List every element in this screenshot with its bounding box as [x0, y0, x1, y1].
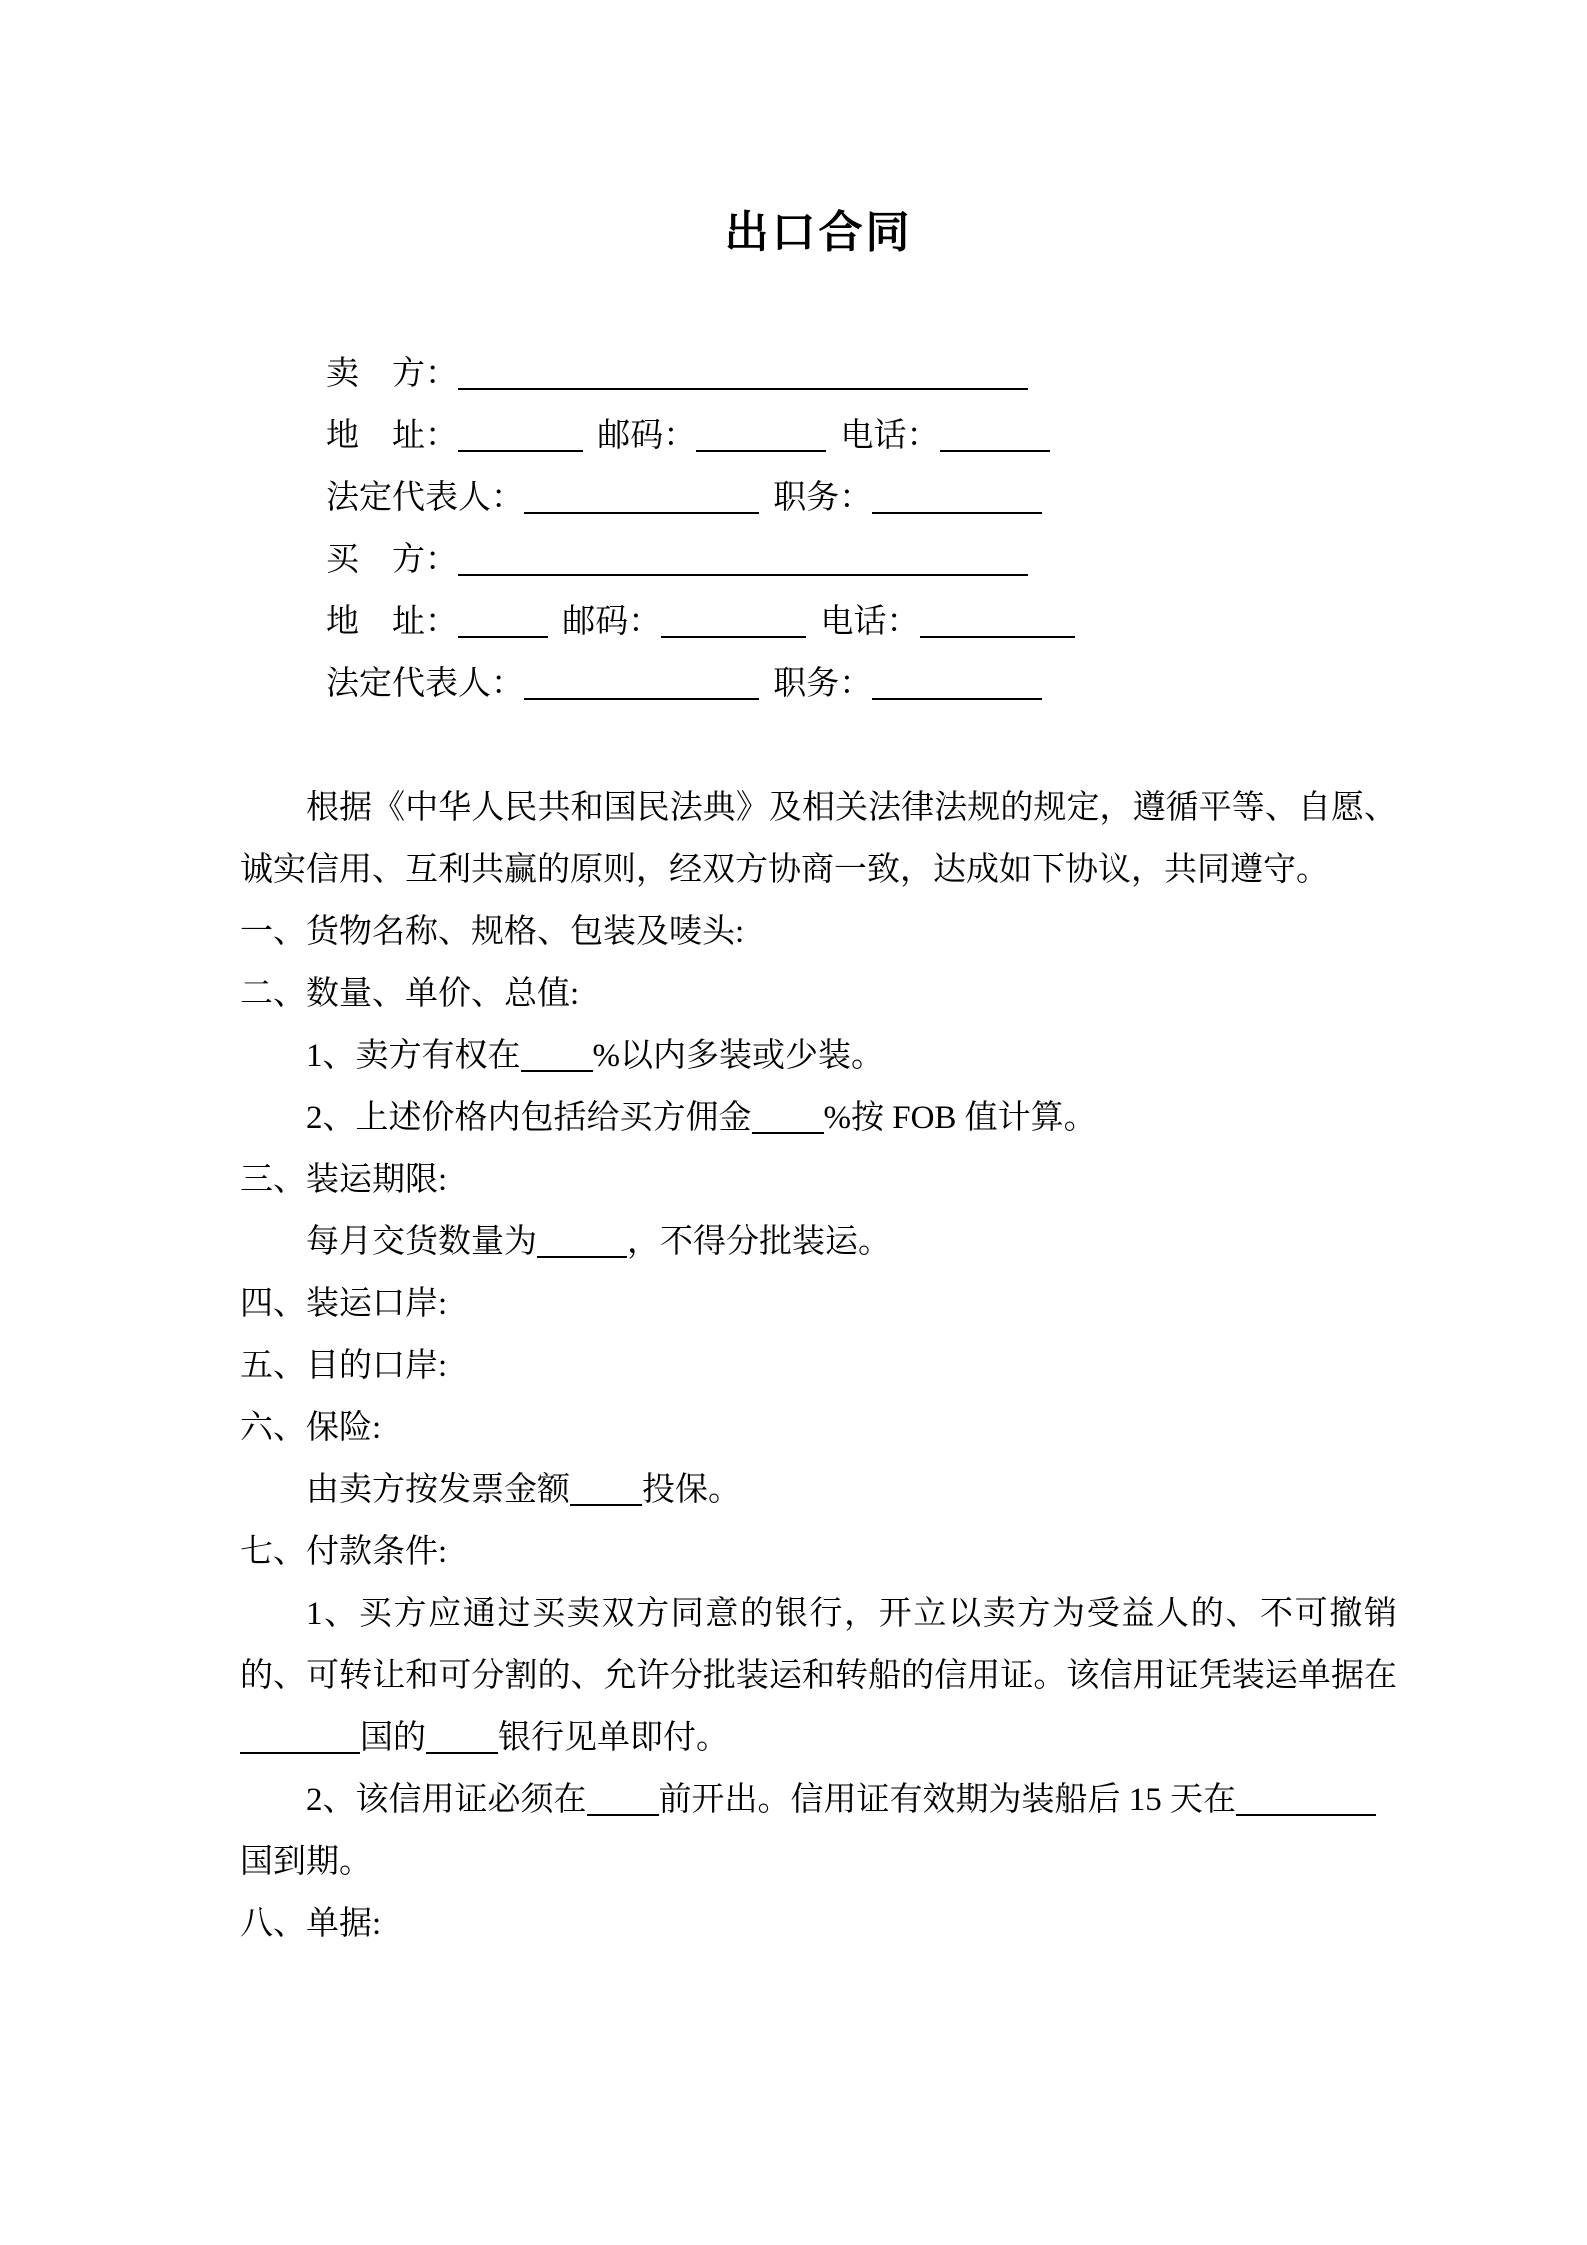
bank-blank	[426, 1722, 498, 1754]
seller-row	[326, 343, 1397, 405]
seller-position-blank	[872, 482, 1042, 514]
preamble-line-1: 根据《中华人民共和国民法典》及相关法律法规的规定，遵循平等、自愿、	[306, 790, 1397, 826]
phone-label: 电话：	[820, 604, 920, 640]
seller-address-blank	[458, 420, 583, 452]
seller-address-row	[326, 405, 1397, 467]
party-info-block	[326, 343, 1397, 715]
seller-postcode-blank	[696, 420, 826, 452]
section-5-heading: 五、目的口岸:	[240, 1348, 448, 1384]
clause-text: 前开出。信用证有效期为装船后 15 天在	[658, 1782, 1236, 1818]
buyer-phone-blank	[920, 606, 1075, 638]
section-1-heading: 一、货物名称、规格、包装及唛头:	[240, 914, 745, 950]
seller-legal-rep-blank	[524, 482, 759, 514]
section-2-heading: 二、数量、单价、总值:	[240, 976, 580, 1012]
buyer-row	[326, 529, 1397, 591]
clause-text: 2、上述价格内包括给买方佣金	[306, 1100, 752, 1136]
section-2-item-1	[240, 1025, 1397, 1087]
preamble	[240, 777, 1397, 901]
section-3-heading: 三、装运期限:	[240, 1162, 448, 1198]
section-7-item-2-line-1	[240, 1769, 1397, 1831]
expiry-country-blank	[1236, 1784, 1376, 1816]
clause-text: %按 FOB 值计算。	[823, 1100, 1097, 1136]
section-7-heading: 七、付款条件:	[240, 1534, 448, 1570]
buyer-postcode-blank	[661, 606, 806, 638]
position-label: 职务：	[773, 480, 873, 516]
section-4-heading: 四、装运口岸:	[240, 1286, 448, 1322]
buyer-address-row	[326, 591, 1397, 653]
buyer-label: 买 方：	[326, 542, 458, 578]
seller-phone-blank	[940, 420, 1050, 452]
clause-text: 2、该信用证必须在	[306, 1782, 587, 1818]
position-label: 职务：	[773, 666, 873, 702]
section-7-item-1-line-3	[240, 1707, 1397, 1769]
percent-blank	[521, 1040, 593, 1072]
section-6-body	[240, 1459, 1397, 1521]
clause-text: ，不得分批装运。	[627, 1224, 891, 1260]
clause-text: 每月交货数量为	[306, 1224, 537, 1260]
preamble-line-2: 诚实信用、互利共赢的原则，经双方协商一致，达成如下协议，共同遵守。	[240, 852, 1329, 888]
contract-body	[240, 901, 1397, 1955]
insurance-blank	[570, 1474, 642, 1506]
buyer-position-blank	[872, 668, 1042, 700]
page-title: 出口合同	[724, 208, 913, 257]
country-blank	[240, 1722, 360, 1754]
legal-rep-label: 法定代表人：	[326, 666, 524, 702]
clause-text: 银行见单即付。	[498, 1720, 729, 1756]
clause-text: %以内多装或少装。	[592, 1038, 884, 1074]
section-7-item-2-line-2: 国到期。	[240, 1844, 372, 1880]
phone-label: 电话：	[840, 418, 940, 454]
section-7-item-1-line-1: 1、买方应通过买卖双方同意的银行，开立以卖方为受益人的、不可撤销	[306, 1596, 1397, 1632]
address-label: 地 址：	[326, 604, 458, 640]
section-6-heading: 六、保险:	[240, 1410, 382, 1446]
buyer-legal-rep-blank	[524, 668, 759, 700]
section-3-body	[240, 1211, 1397, 1273]
postcode-label: 邮码：	[562, 604, 662, 640]
buyer-name-blank	[458, 544, 1028, 576]
buyer-legal-rep-row	[326, 653, 1397, 715]
section-8-heading: 八、单据:	[240, 1906, 382, 1942]
postcode-label: 邮码：	[597, 418, 697, 454]
buyer-address-blank	[458, 606, 548, 638]
clause-text: 由卖方按发票金额	[306, 1472, 570, 1508]
lc-date-blank	[587, 1784, 659, 1816]
seller-legal-rep-row	[326, 467, 1397, 529]
clause-text: 国的	[360, 1720, 426, 1756]
commission-blank	[752, 1102, 824, 1134]
section-2-item-2	[240, 1087, 1397, 1149]
legal-rep-label: 法定代表人：	[326, 480, 524, 516]
address-label: 地 址：	[326, 418, 458, 454]
seller-label: 卖 方：	[326, 356, 458, 392]
section-7-item-1-line-2: 的、可转让和可分割的、允许分批装运和转船的信用证。该信用证凭装运单据在	[240, 1658, 1397, 1694]
clause-text: 1、卖方有权在	[306, 1038, 521, 1074]
seller-name-blank	[458, 358, 1028, 390]
quantity-blank	[537, 1226, 627, 1258]
clause-text: 投保。	[642, 1472, 741, 1508]
